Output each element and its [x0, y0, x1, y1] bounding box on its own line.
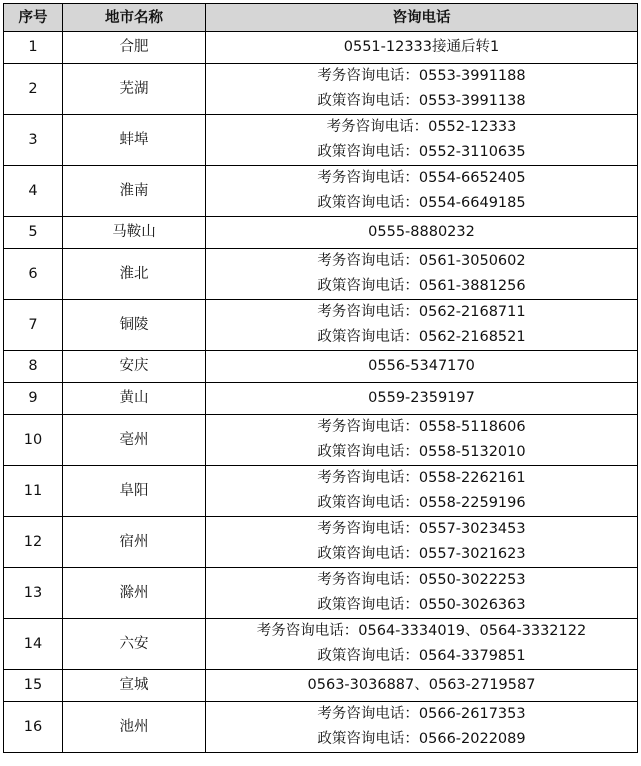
table-body: [4, 32, 638, 753]
phone-line: 政策咨询电话：0558-5132010: [317, 444, 526, 460]
contact-table: [3, 3, 638, 753]
phone-line: 考务咨询电话：0558-5118606: [317, 419, 526, 435]
table-row: [4, 568, 638, 619]
consult-phone-cell: [206, 64, 638, 115]
table-row: [4, 300, 638, 351]
phone-line: 政策咨询电话：0564-3379851: [317, 648, 526, 664]
phone-line: 考务咨询电话：0564-3334019、0564-3332122: [256, 623, 587, 639]
consult-phone-cell: [206, 32, 638, 64]
serial-number-cell: 12: [4, 517, 63, 568]
serial-number-cell: 16: [4, 702, 63, 753]
city-name-cell: 安庆: [63, 351, 206, 383]
consult-phone-cell: [206, 115, 638, 166]
city-name-cell: 合肥: [63, 32, 206, 64]
phone-line: 政策咨询电话：0554-6649185: [317, 195, 526, 211]
consult-phone-cell: [206, 466, 638, 517]
city-name-cell: 淮北: [63, 249, 206, 300]
city-name-cell: 淮南: [63, 166, 206, 217]
consult-phone-cell: [206, 300, 638, 351]
phone-line: 考务咨询电话：0566-2617353: [317, 706, 526, 722]
consult-phone-cell: [206, 702, 638, 753]
phone-line: 政策咨询电话：0562-2168521: [317, 329, 526, 345]
phone-line: 0563-3036887、0563-2719587: [307, 677, 536, 693]
phone-line: 政策咨询电话：0550-3026363: [317, 597, 526, 613]
serial-number-cell: 11: [4, 466, 63, 517]
serial-number-cell: 9: [4, 383, 63, 415]
header-serial-number: 序号: [4, 4, 63, 32]
city-name-cell: 黄山: [63, 383, 206, 415]
city-name-cell: 亳州: [63, 415, 206, 466]
table-row: [4, 115, 638, 166]
phone-line: 政策咨询电话：0553-3991138: [317, 93, 526, 109]
city-name-cell: 宿州: [63, 517, 206, 568]
table-row: [4, 249, 638, 300]
phone-line: 0559-2359197: [368, 390, 475, 406]
header-city-name: 地市名称: [63, 4, 206, 32]
table-row: [4, 32, 638, 64]
city-name-cell: 芜湖: [63, 64, 206, 115]
serial-number-cell: 6: [4, 249, 63, 300]
consult-phone-cell: [206, 166, 638, 217]
table-row: [4, 466, 638, 517]
consult-phone-cell: [206, 351, 638, 383]
phone-line: 考务咨询电话：0558-2262161: [317, 470, 526, 486]
table-row: [4, 351, 638, 383]
consult-phone-cell: [206, 383, 638, 415]
table-row: [4, 702, 638, 753]
city-name-cell: 阜阳: [63, 466, 206, 517]
phone-line: 考务咨询电话：0557-3023453: [317, 521, 526, 537]
serial-number-cell: 5: [4, 217, 63, 249]
table-row: [4, 619, 638, 670]
serial-number-cell: 10: [4, 415, 63, 466]
header-consult-phone: 咨询电话: [206, 4, 638, 32]
table-row: [4, 64, 638, 115]
table-row: [4, 383, 638, 415]
city-name-cell: 池州: [63, 702, 206, 753]
phone-line: 政策咨询电话：0566-2022089: [317, 731, 526, 747]
consult-phone-cell: [206, 568, 638, 619]
table-row: [4, 415, 638, 466]
phone-line: 政策咨询电话：0561-3881256: [317, 278, 526, 294]
serial-number-cell: 13: [4, 568, 63, 619]
phone-line: 政策咨询电话：0558-2259196: [317, 495, 526, 511]
city-name-cell: 宣城: [63, 670, 206, 702]
table-row: [4, 517, 638, 568]
phone-line: 考务咨询电话：0554-6652405: [317, 170, 526, 186]
city-name-cell: 六安: [63, 619, 206, 670]
phone-line: 0551-12333接通后转1: [343, 39, 500, 55]
table-row: [4, 166, 638, 217]
serial-number-cell: 2: [4, 64, 63, 115]
serial-number-cell: 7: [4, 300, 63, 351]
serial-number-cell: 3: [4, 115, 63, 166]
table-row: [4, 217, 638, 249]
consult-phone-cell: [206, 619, 638, 670]
serial-number-cell: 15: [4, 670, 63, 702]
phone-line: 考务咨询电话：0562-2168711: [317, 304, 526, 320]
phone-line: 考务咨询电话：0561-3050602: [317, 253, 526, 269]
city-name-cell: 滁州: [63, 568, 206, 619]
serial-number-cell: 1: [4, 32, 63, 64]
table-row: [4, 670, 638, 702]
phone-line: 考务咨询电话：0550-3022253: [317, 572, 526, 588]
serial-number-cell: 8: [4, 351, 63, 383]
phone-line: 0555-8880232: [368, 224, 475, 240]
phone-line: 政策咨询电话：0552-3110635: [317, 144, 526, 160]
consult-phone-cell: [206, 670, 638, 702]
consult-phone-cell: [206, 517, 638, 568]
serial-number-cell: 4: [4, 166, 63, 217]
table-header-row: [4, 4, 638, 32]
city-name-cell: 马鞍山: [63, 217, 206, 249]
phone-line: 政策咨询电话：0557-3021623: [317, 546, 526, 562]
phone-line: 考务咨询电话：0553-3991188: [317, 68, 526, 84]
city-name-cell: 铜陵: [63, 300, 206, 351]
phone-line: 考务咨询电话：0552-12333: [326, 119, 517, 135]
consult-phone-cell: [206, 415, 638, 466]
consult-phone-cell: [206, 217, 638, 249]
serial-number-cell: 14: [4, 619, 63, 670]
city-name-cell: 蚌埠: [63, 115, 206, 166]
consult-phone-cell: [206, 249, 638, 300]
phone-line: 0556-5347170: [368, 358, 475, 374]
